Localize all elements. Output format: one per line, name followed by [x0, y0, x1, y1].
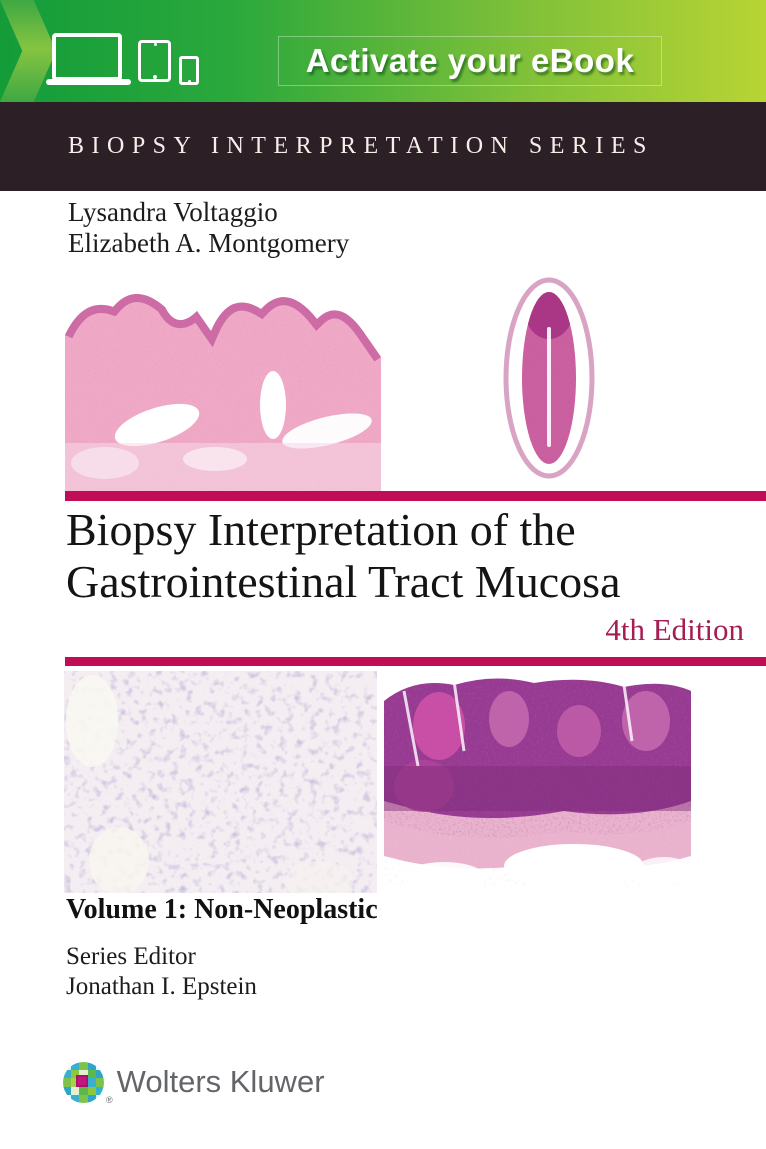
edition-label: 4th Edition: [605, 612, 744, 647]
author-name: Lysandra Voltaggio: [68, 197, 278, 227]
phone-icon: [179, 56, 199, 85]
accent-bar-top: [65, 491, 766, 501]
book-title: [66, 504, 621, 608]
histology-image-bottom-left: [64, 671, 377, 893]
accent-bar-bottom: [65, 657, 766, 666]
registered-trademark: ®: [106, 1095, 113, 1105]
histology-image-top-left: [65, 273, 381, 491]
volume-label: Volume 1: Non-Neoplastic: [66, 894, 378, 925]
laptop-base-icon: [46, 79, 131, 85]
histology-image-top-right: [503, 277, 595, 479]
wolters-kluwer-globe-icon: [63, 1062, 104, 1103]
book-title-line1: Biopsy Interpretation of the: [66, 504, 576, 555]
author-name: Elizabeth A. Montgomery: [68, 228, 350, 258]
histology-image-bottom-right: [384, 671, 691, 886]
series-banner: [0, 102, 766, 191]
tablet-icon: [138, 40, 171, 82]
laptop-icon: [52, 33, 122, 81]
series-editor-block: [66, 942, 257, 1002]
series-banner-label: BIOPSY INTERPRETATION SERIES: [68, 133, 654, 159]
publisher-logo: [63, 1062, 325, 1108]
authors-block: [68, 197, 349, 259]
publisher-name: Wolters Kluwer: [116, 1064, 325, 1099]
series-editor-label: Series Editor: [66, 943, 196, 970]
series-editor-name: Jonathan I. Epstein: [66, 973, 257, 1000]
activate-ebook-button[interactable]: Activate your eBook: [278, 36, 662, 86]
chevron-right-icon: [0, 0, 56, 102]
book-title-line2: Gastrointestinal Tract Mucosa: [66, 556, 621, 607]
ebook-banner: [0, 0, 766, 102]
